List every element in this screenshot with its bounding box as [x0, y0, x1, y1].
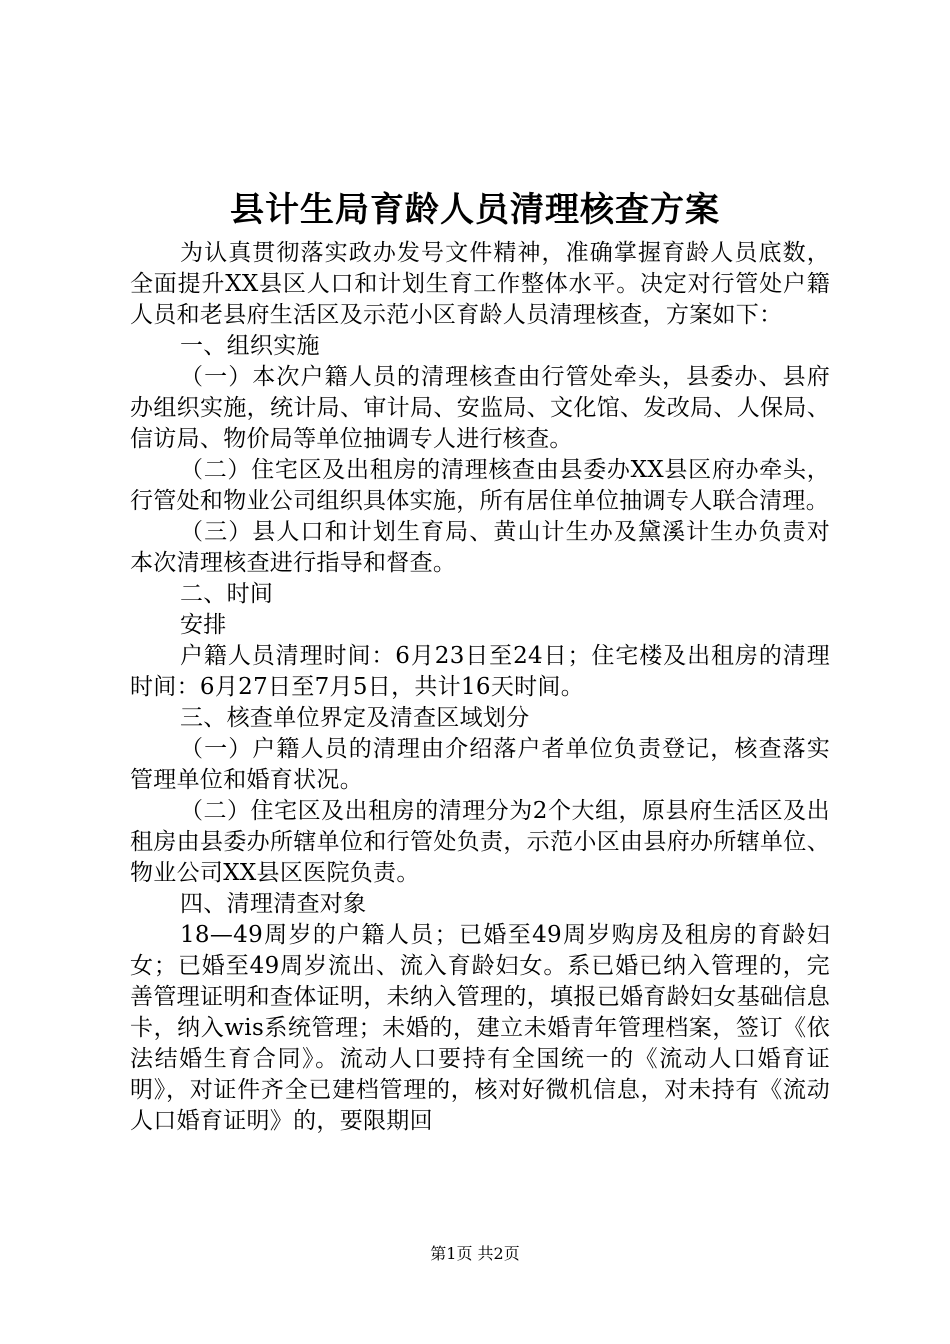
paragraph-1-1: （一）本次户籍人员的清理核查由行管处牵头，县委办、县府办组织实施，统计局、审计局、安监局、文化馆、发改局、人保局、信访局、物价局等单位抽调专人进行核查。 — [130, 364, 830, 452]
section-heading-1: 一、组织实施 — [180, 333, 320, 359]
document-body — [130, 238, 830, 1137]
paragraph-2-label: 安排 — [180, 612, 227, 638]
section-heading-4: 四、清理清查对象 — [180, 891, 367, 917]
paragraph-1-3: （三）县人口和计划生育局、黄山计生办及黛溪计生办负责对本次清理核查进行指导和督查。 — [130, 519, 830, 576]
section-heading-3: 三、核查单位界定及清查区域划分 — [180, 705, 530, 731]
paragraph-3-2: （二）住宅区及出租房的清理分为2个大组，原县府生活区及出租房由县委办所辖单位和行管处负责，示范小区由县府办所辖单位、物业公司XX县区医院负责。 — [130, 798, 830, 886]
paragraph-2-schedule: 户籍人员清理时间：6月23日至24日；住宅楼及出租房的清理时间：6月27日至7月5日，共计16天时间。 — [130, 643, 830, 700]
paragraph-intro: 为认真贯彻落实政办发号文件精神，准确掌握育龄人员底数，全面提升XX县区人口和计划生育工作整体水平。决定对行管处户籍人员和老县府生活区及示范小区育龄人员清理核查，方案如下： — [130, 240, 830, 328]
page-footer: 第1页 共2页 — [430, 1244, 520, 1263]
paragraph-3-1: （一）户籍人员的清理由介绍落户者单位负责登记，核查落实管理单位和婚育状况。 — [130, 736, 830, 793]
section-heading-2: 二、时间 — [180, 581, 274, 607]
paragraph-1-2: （二）住宅区及出租房的清理核查由县委办XX县区府办牵头，行管处和物业公司组织具体实施，所有居住单位抽调专人联合清理。 — [130, 457, 830, 514]
paragraph-4-targets: 18—49周岁的户籍人员；已婚至49周岁购房及租房的育龄妇女；已婚至49周岁流出、流入育龄妇女。系已婚已纳入管理的，完善管理证明和查体证明，未纳入管理的，填报已婚育龄妇女基础信息卡，纳入wis系统管理；未婚的，建立未婚青年管理档案，签订《依法结婚生育合同》。流动人口要持有全国统一的《流动人口婚育证明》，对证件齐全已建档管理的，核对好微机信息，对未持有《流动人口婚育证明》的，要限期回 — [130, 922, 830, 1134]
document-title: 县计生局育龄人员清理核查方案 — [230, 190, 720, 230]
